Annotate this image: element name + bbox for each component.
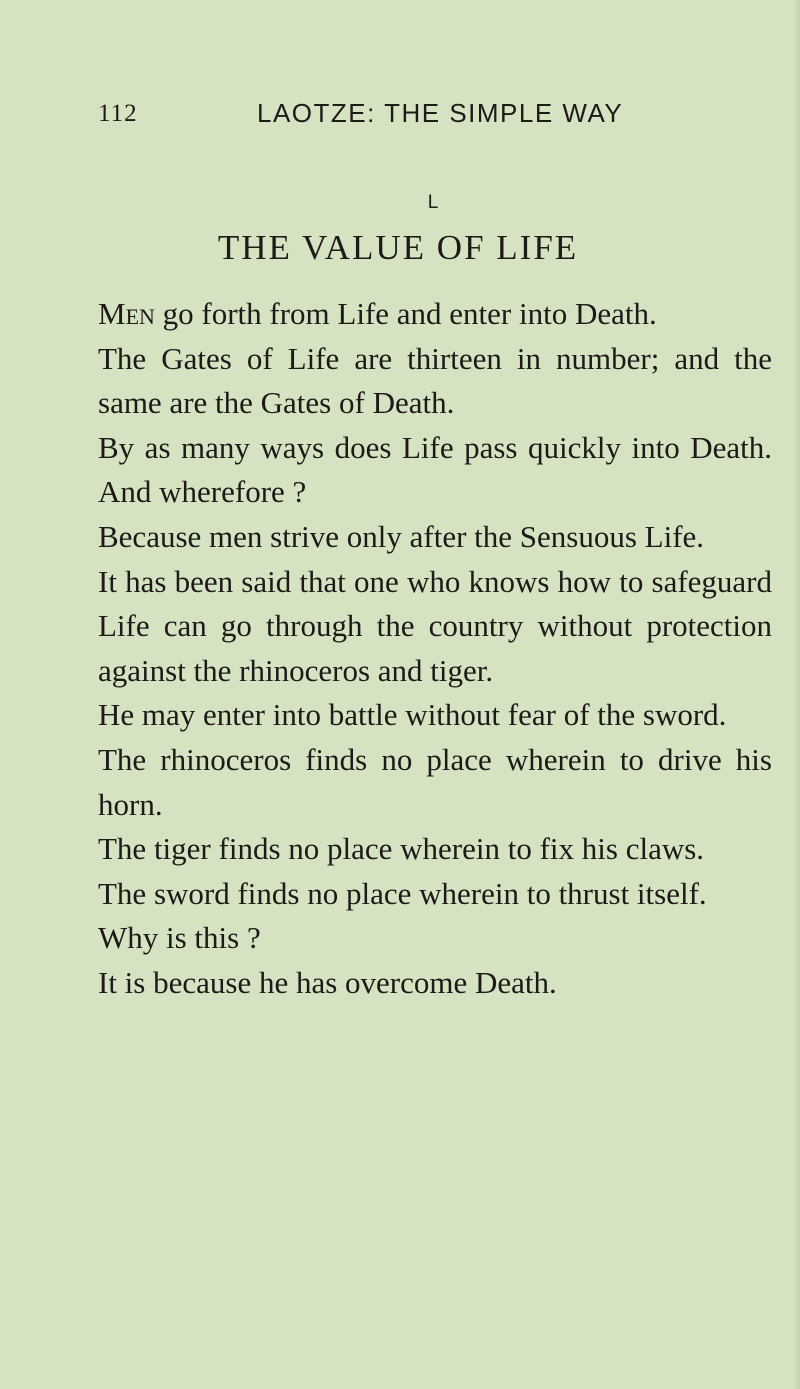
paragraph-1-text: go forth from Life and enter into Death. — [154, 296, 657, 331]
paragraph-3: By as many ways does Life pass quickly into Death. And wherefore ? — [98, 429, 772, 510]
page-number: 112 — [98, 100, 138, 127]
paragraph-11: It is because he has overcome Death. — [98, 964, 557, 1000]
chapter-number: L — [427, 192, 439, 213]
paragraph-7: The rhinoceros finds no place wherein to drive his horn. — [98, 741, 772, 822]
paragraph-4: Because men strive only after the Sensuous Life. — [98, 518, 705, 554]
paragraph-2: The Gates of Life are thirteen in number; and the same are the Gates of Death. — [98, 340, 772, 421]
lead-word: Men — [98, 296, 155, 331]
paragraph-8: The tiger finds no place wherein to fix his claws. — [98, 831, 705, 867]
chapter-text — [98, 292, 772, 1006]
chapter-title: THE VALUE OF LIFE — [217, 228, 579, 267]
running-title: LAOTZE: THE SIMPLE WAY — [257, 98, 624, 128]
paragraph-1 — [98, 292, 772, 337]
paragraph-9: The sword finds no place wherein to thrust itself. — [98, 875, 707, 911]
paragraph-5: It has been said that one who knows how to safeguard Life can go through the country without protection against the rhinoceros and tiger. — [98, 563, 772, 688]
paragraph-10: Why is this ? — [98, 920, 261, 956]
paragraph-6: He may enter into battle without fear of the sword. — [98, 697, 727, 733]
running-head — [0, 98, 800, 138]
